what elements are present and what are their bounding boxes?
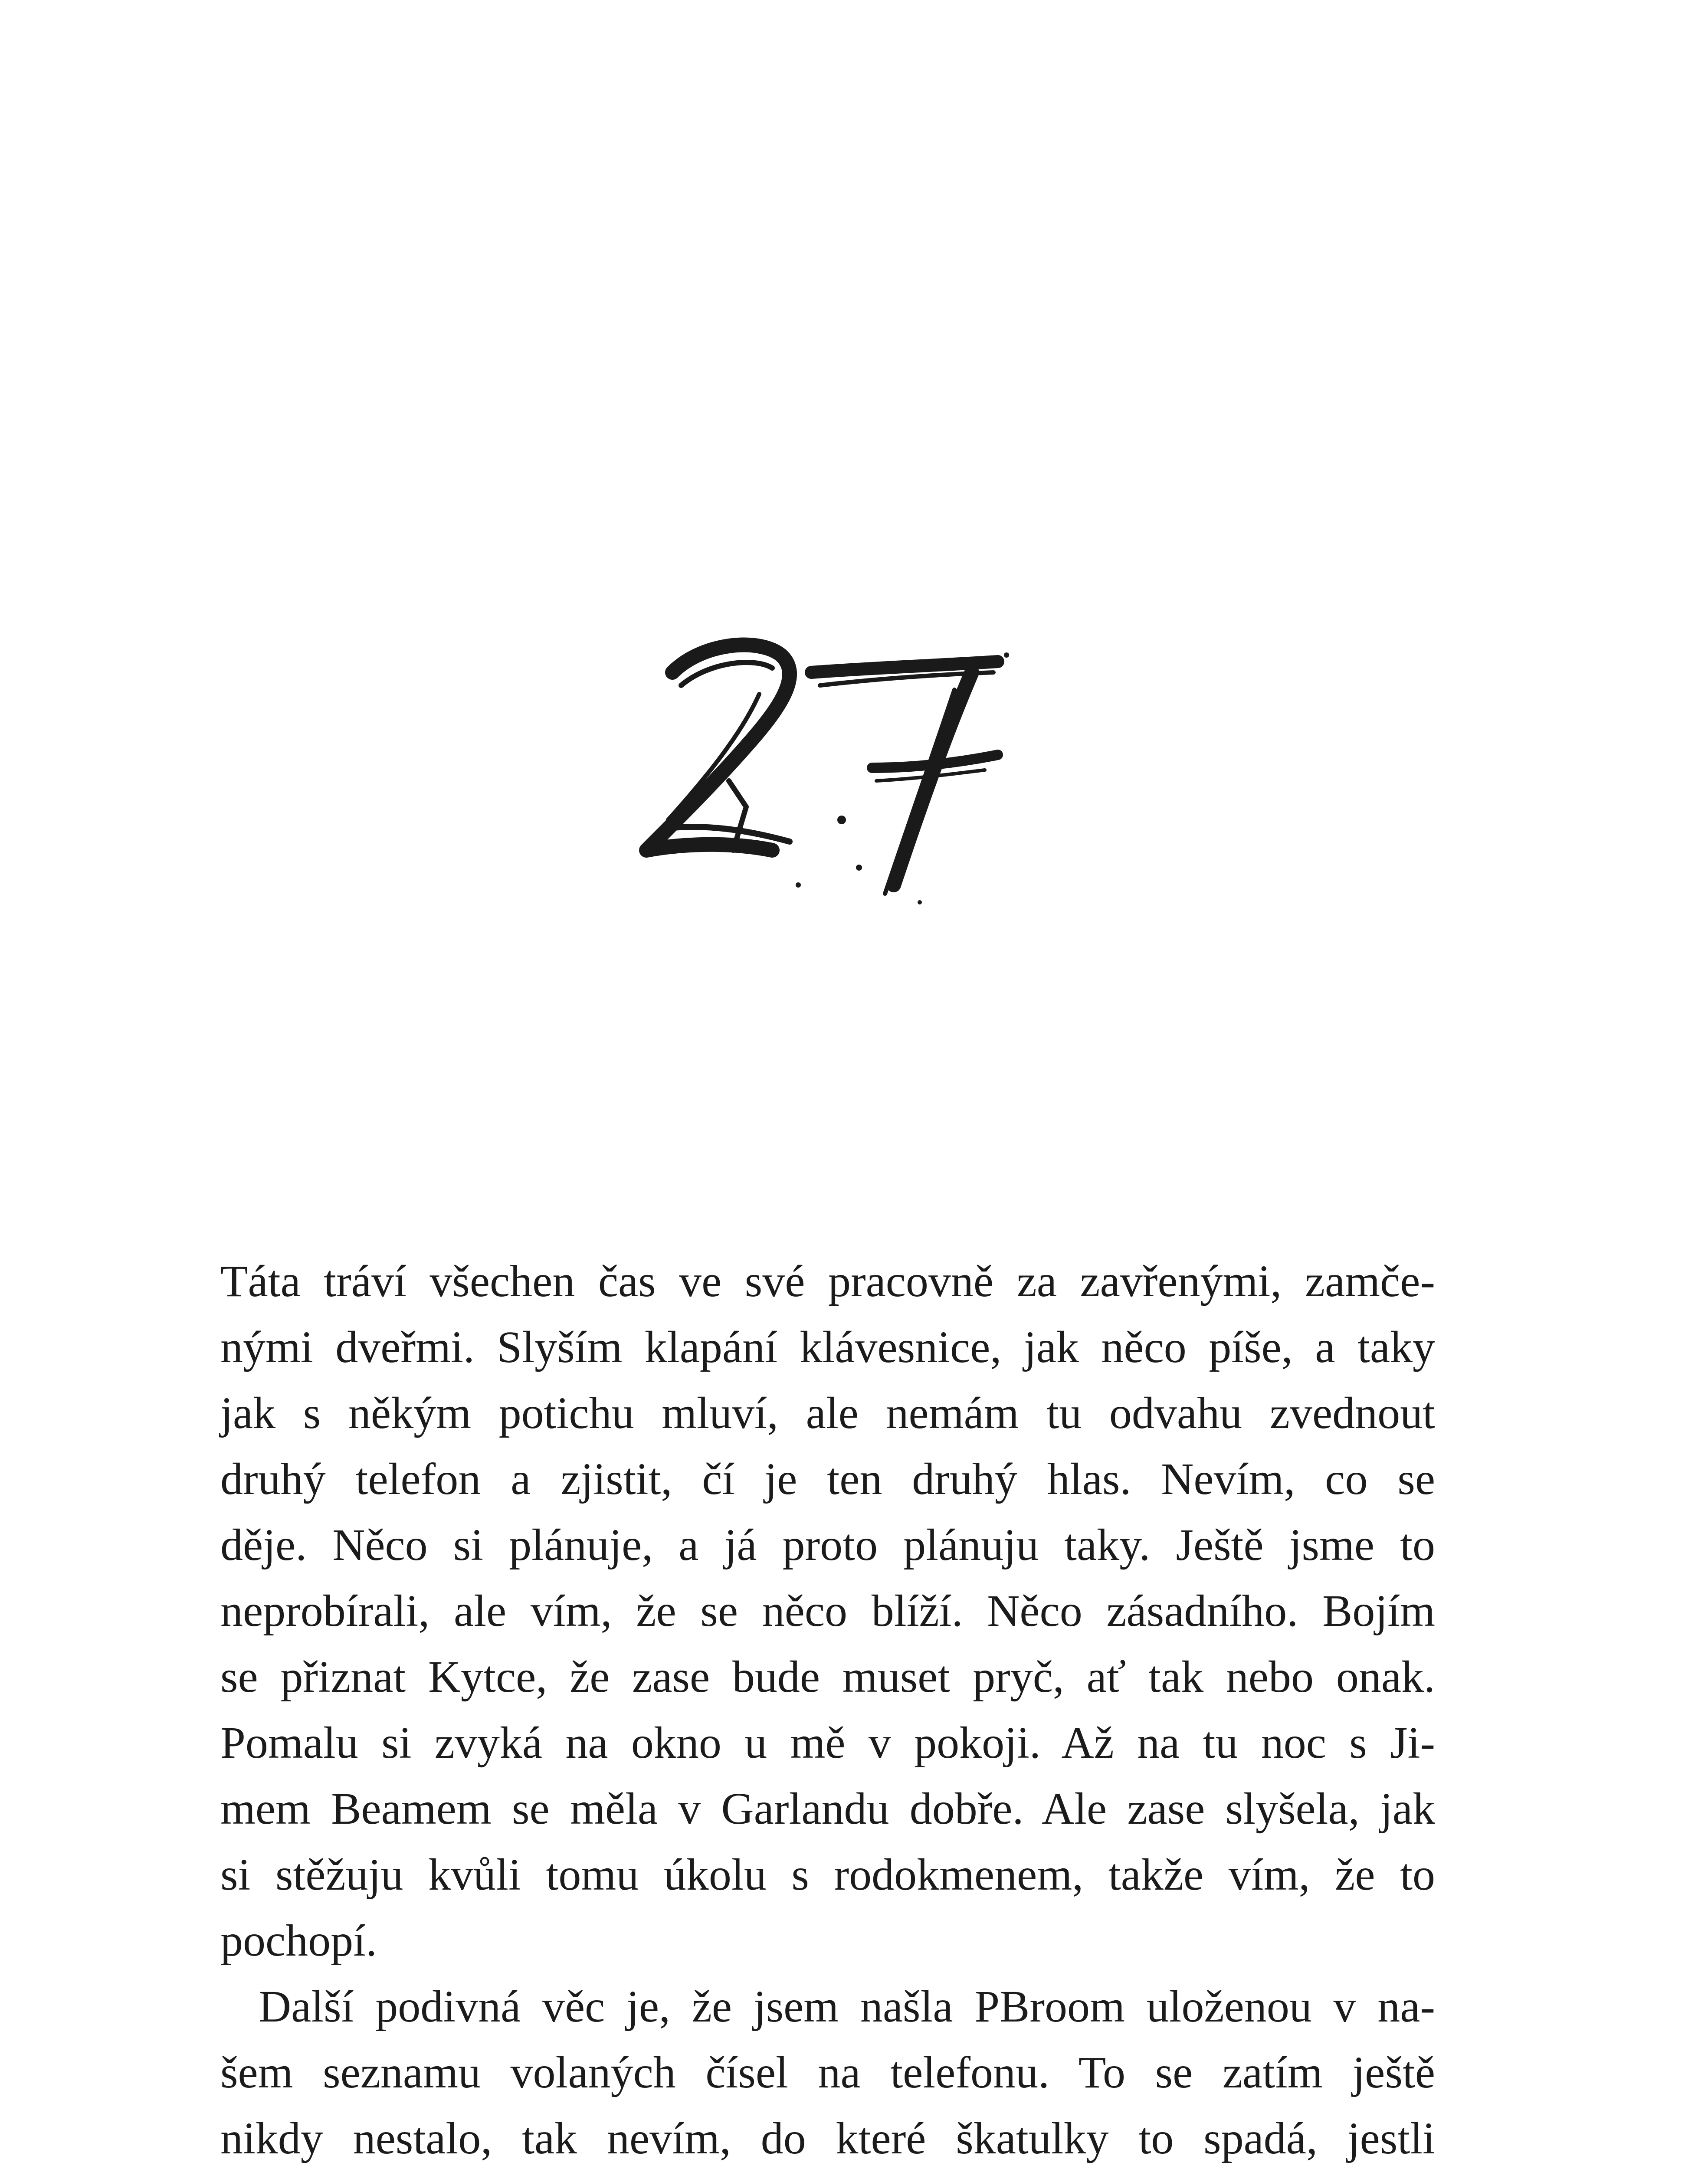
text-line: Pomalu si zvyká na okno u mě v pokoji. Až na tu noc s Ji- — [220, 1718, 1435, 1768]
text-line: jak s někým potichu mluví, ale nemám tu odvahu zvednout — [220, 1388, 1435, 1438]
paragraph-2 — [220, 1974, 1435, 2169]
text-line: Další podivná věc je, že jsem našla PBroom uloženou v na- — [259, 1982, 1435, 2031]
text-line: pochopí. — [220, 1916, 377, 1966]
brush-numeral-graphic — [616, 625, 1050, 937]
text-line: se přiznat Kytce, že zase bude muset pryč, ať tak nebo onak. — [220, 1652, 1435, 1702]
text-line: si stěžuju kvůli tomu úkolu s rodokmenem, takže vím, že to — [220, 1850, 1435, 1900]
text-line: nými dveřmi. Slyším klapání klávesnice, jak něco píše, a taky — [220, 1322, 1435, 1372]
text-line: mem Beamem se měla v Garlandu dobře. Ale zase slyšela, jak — [220, 1784, 1435, 1834]
paragraph-1 — [220, 1248, 1435, 1974]
chapter-body-text — [220, 1248, 1435, 2169]
text-line: šem seznamu volaných čísel na telefonu. To se zatím ještě — [220, 2048, 1435, 2097]
text-line: děje. Něco si plánuje, a já proto plánuju taky. Ještě jsme to — [220, 1520, 1435, 1570]
chapter-number-artwork — [616, 625, 1050, 937]
text-line: Táta tráví všechen čas ve své pracovně za zavřenými, zamče- — [220, 1256, 1435, 1306]
text-line: neprobírali, ale vím, že se něco blíží. Něco zásadního. Bojím — [220, 1586, 1435, 1636]
text-line: nikdy nestalo, tak nevím, do které škatulky to spadá, jestli — [220, 2113, 1435, 2163]
text-line: druhý telefon a zjistit, čí je ten druhý hlas. Nevím, co se — [220, 1454, 1435, 1504]
